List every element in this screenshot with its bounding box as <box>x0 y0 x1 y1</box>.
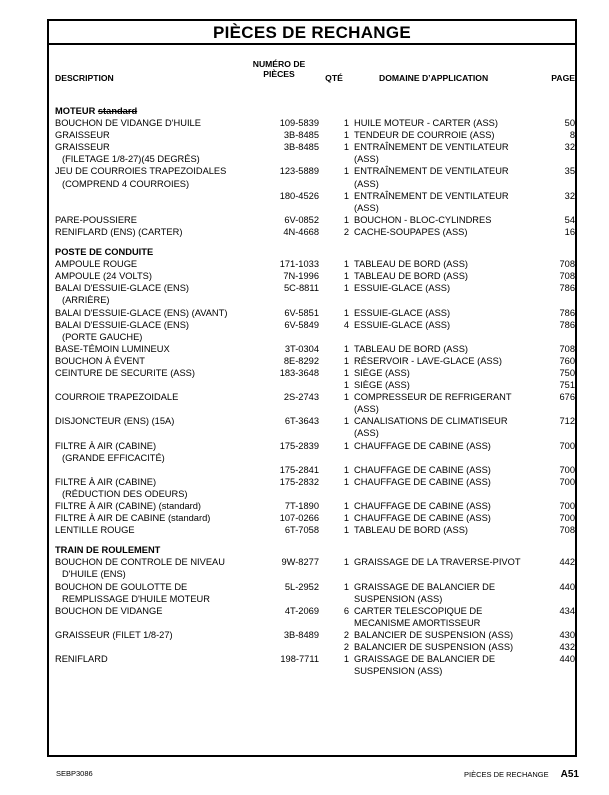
domain-line: (ASS) <box>354 178 379 189</box>
cell-part-number: 3T-0304 <box>284 343 319 354</box>
cell-qty: 1 <box>343 525 349 536</box>
cell-part-number: 6V-0852 <box>284 214 319 225</box>
cell-description <box>55 440 260 464</box>
cell-page: 430 <box>559 629 575 640</box>
cell-page: 32 <box>564 190 575 201</box>
cell-page: 700 <box>559 513 575 524</box>
cell-page: 16 <box>564 226 575 237</box>
table-row <box>55 343 575 355</box>
domain-line: ESSUIE-GLACE (ASS) <box>354 319 451 330</box>
cell-part-number: 6T-3643 <box>284 416 319 427</box>
description-line: BOUCHON DE GOULOTTE DE <box>55 581 188 592</box>
cell-domain <box>349 117 545 129</box>
domain-line: TABLEAU DE BORD (ASS) <box>354 259 468 270</box>
section-title <box>55 105 575 117</box>
cell-domain <box>349 512 545 524</box>
footer-right <box>464 769 579 780</box>
domain-line: (ASS) <box>354 428 379 439</box>
cell-domain <box>349 141 545 165</box>
description-line: GRAISSEUR <box>55 130 110 141</box>
domain-line: TENDEUR DE COURROIE (ASS) <box>354 130 495 141</box>
cell-qty: 1 <box>343 166 349 177</box>
description-line: (RÉDUCTION DES ODEURS) <box>62 488 188 499</box>
cell-description <box>55 500 260 512</box>
cell-qty: 2 <box>343 226 349 237</box>
page-title: PIÈCES DE RECHANGE <box>212 23 412 42</box>
cell-domain <box>349 367 545 379</box>
description-line <box>55 641 260 653</box>
cell-description <box>55 556 260 580</box>
cell-description <box>55 629 260 641</box>
description-line: AMPOULE ROUGE <box>55 259 138 270</box>
cell-part-number: 3B-8485 <box>283 130 319 141</box>
cell-qty: 1 <box>343 513 349 524</box>
cell-description <box>55 641 260 653</box>
cell-part-number: 9W-8277 <box>281 557 319 568</box>
section-title <box>55 544 575 556</box>
cell-qty: 1 <box>343 142 349 153</box>
domain-line: ESSUIE-GLACE (ASS) <box>354 283 451 294</box>
cell-domain <box>349 270 545 282</box>
domain-line: CARTER TELESCOPIQUE DE <box>354 605 483 616</box>
description-line: (GRANDE EFFICACITÉ) <box>62 452 165 463</box>
cell-description <box>55 524 260 536</box>
cell-part-number: 6V-5849 <box>284 319 319 330</box>
domain-line: SUSPENSION (ASS) <box>354 593 443 604</box>
description-line: (FILETAGE 1/8-27)(45 DEGRÉS) <box>62 154 200 165</box>
table-row <box>55 117 575 129</box>
cell-part-number: 175-2839 <box>279 440 319 451</box>
cell-page: 751 <box>559 380 575 391</box>
cell-description <box>55 319 260 343</box>
table-row <box>55 391 575 415</box>
cell-part-number: 6T-7058 <box>284 525 319 536</box>
cell-domain <box>349 258 545 270</box>
cell-description <box>55 129 260 141</box>
cell-part-number: 175-2841 <box>279 464 319 475</box>
cell-qty: 1 <box>343 476 349 487</box>
cell-domain <box>349 355 545 367</box>
description-line: BOUCHON DE VIDANGE <box>55 605 163 616</box>
domain-line: ENTRAÎNEMENT DE VENTILATEUR <box>354 190 509 201</box>
cell-page: 700 <box>559 464 575 475</box>
domain-line: CHAUFFAGE DE CABINE (ASS) <box>354 513 491 524</box>
domain-line: (ASS) <box>354 202 379 213</box>
table-row <box>55 464 575 476</box>
table-row <box>55 141 575 165</box>
description-line <box>55 379 260 391</box>
domain-line: ENTRAÎNEMENT DE VENTILATEUR <box>354 142 509 153</box>
cell-page: 760 <box>559 355 575 366</box>
description-line: FILTRE À AIR DE CABINE (standard) <box>55 513 211 524</box>
cell-part-number: 5L-2952 <box>284 581 319 592</box>
cell-domain <box>349 307 545 319</box>
table-row <box>55 355 575 367</box>
cell-description <box>55 165 260 189</box>
cell-part-number: 3B-8489 <box>283 629 319 640</box>
description-line: BOUCHON À ÉVENT <box>55 355 145 366</box>
description-line: RENIFLARD (ENS) (CARTER) <box>55 226 183 237</box>
cell-part-number: 171-1033 <box>279 259 319 270</box>
cell-qty: 6 <box>343 605 349 616</box>
domain-line: TABLEAU DE BORD (ASS) <box>354 343 468 354</box>
cell-description <box>55 367 260 379</box>
table-row <box>55 476 575 500</box>
description-line: JEU DE COURROIES TRAPEZOIDALES <box>55 166 227 177</box>
table-row <box>55 319 575 343</box>
cell-domain <box>349 524 545 536</box>
cell-page: 35 <box>564 166 575 177</box>
cell-description <box>55 605 260 617</box>
cell-qty: 1 <box>343 190 349 201</box>
cell-qty: 1 <box>343 343 349 354</box>
section-title-text: MOTEUR <box>55 106 96 116</box>
cell-part-number: 2S-2743 <box>283 392 319 403</box>
cell-description <box>55 512 260 524</box>
description-line: (PORTE GAUCHE) <box>62 331 143 342</box>
description-line: AMPOULE (24 VOLTS) <box>55 271 152 282</box>
cell-qty: 1 <box>343 259 349 270</box>
cell-page: 54 <box>564 214 575 225</box>
cell-page: 32 <box>564 142 575 153</box>
table-row <box>55 165 575 189</box>
cell-description <box>55 282 260 306</box>
cell-domain <box>349 226 545 238</box>
cell-domain <box>349 319 545 331</box>
table-row <box>55 190 575 214</box>
header-page: PAGE <box>551 73 575 83</box>
header-domain: DOMAINE D’APPLICATION <box>379 73 489 83</box>
description-line: PARE-POUSSIERE <box>55 214 137 225</box>
cell-page: 708 <box>559 525 575 536</box>
cell-qty: 1 <box>343 557 349 568</box>
table-row <box>55 605 575 629</box>
cell-part-number: 7T-1890 <box>284 501 319 511</box>
cell-page: 712 <box>559 416 575 427</box>
cell-page: 708 <box>559 343 575 354</box>
domain-line: RÉSERVOIR - LAVE-GLACE (ASS) <box>354 355 502 366</box>
description-line: (COMPREND 4 COURROIES) <box>62 178 190 189</box>
cell-description <box>55 141 260 165</box>
cell-domain <box>349 641 545 653</box>
cell-page: 700 <box>559 501 575 511</box>
domain-line: CHAUFFAGE DE CABINE (ASS) <box>354 501 491 511</box>
cell-qty: 1 <box>343 581 349 592</box>
description-line <box>55 190 260 202</box>
cell-description <box>55 307 260 319</box>
domain-line: ENTRAÎNEMENT DE VENTILATEUR <box>354 166 509 177</box>
domain-line: ESSUIE-GLACE (ASS) <box>354 307 451 318</box>
cell-domain <box>349 214 545 226</box>
header-qty: QTÉ <box>325 73 343 83</box>
cell-part-number: 6V-5851 <box>284 307 319 318</box>
domain-line: BALANCIER DE SUSPENSION (ASS) <box>354 642 514 653</box>
description-line: BALAI D'ESSUIE-GLACE (ENS) <box>55 319 190 330</box>
domain-line: HUILE MOTEUR - CARTER (ASS) <box>354 118 498 129</box>
cell-page: 786 <box>559 307 575 318</box>
cell-qty: 1 <box>343 464 349 475</box>
cell-description <box>55 226 260 238</box>
table-row <box>55 500 575 512</box>
table-row <box>55 556 575 580</box>
table-row <box>55 214 575 226</box>
table-row <box>55 379 575 391</box>
cell-qty: 4 <box>343 319 349 330</box>
domain-line: TABLEAU DE BORD (ASS) <box>354 525 468 536</box>
cell-domain <box>349 464 545 476</box>
description-line: BOUCHON DE CONTROLE DE NIVEAU <box>55 557 225 568</box>
cell-domain <box>349 379 545 391</box>
cell-page: 50 <box>564 118 575 129</box>
cell-part-number: 5C-8811 <box>284 283 319 294</box>
cell-part-number: 3B-8485 <box>283 142 319 153</box>
cell-qty: 1 <box>343 307 349 318</box>
header-part-number: NUMÉRO DE PIÈCES <box>252 59 306 79</box>
cell-qty: 1 <box>343 118 349 129</box>
cell-part-number: 198-7711 <box>280 654 319 665</box>
table-row <box>55 653 575 677</box>
cell-qty: 1 <box>343 440 349 451</box>
cell-description <box>55 117 260 129</box>
cell-part-number: 123-5889 <box>279 166 319 177</box>
section-title-text: POSTE DE CONDUITE <box>55 247 154 258</box>
cell-qty: 1 <box>343 380 349 391</box>
domain-line: CACHE-SOUPAPES (ASS) <box>354 226 468 237</box>
cell-description <box>55 653 260 665</box>
description-line: BALAI D'ESSUIE-GLACE (ENS) (AVANT) <box>55 307 228 318</box>
domain-line: GRAISSAGE DE LA TRAVERSE-PIVOT <box>354 557 521 568</box>
cell-qty: 1 <box>343 416 349 427</box>
cell-description <box>55 343 260 355</box>
cell-domain <box>349 415 545 439</box>
description-line: FILTRE À AIR (CABINE) <box>55 476 157 487</box>
cell-part-number: 109-5839 <box>279 118 319 129</box>
cell-qty: 1 <box>343 130 349 141</box>
cell-qty: 1 <box>343 283 349 294</box>
cell-page: 750 <box>559 367 575 378</box>
section-title <box>55 246 575 258</box>
cell-description <box>55 391 260 403</box>
description-line: D'HUILE (ENS) <box>62 569 126 580</box>
table-row <box>55 367 575 379</box>
domain-line: GRAISSAGE DE BALANCIER DE <box>354 654 496 665</box>
table-row <box>55 282 575 306</box>
cell-description <box>55 476 260 500</box>
cell-qty: 1 <box>343 214 349 225</box>
footer-doc-id: SEBP3086 <box>56 769 93 778</box>
cell-description <box>55 258 260 270</box>
domain-line: CHAUFFAGE DE CABINE (ASS) <box>354 476 491 487</box>
cell-page: 676 <box>559 392 575 403</box>
table-row <box>55 629 575 641</box>
table-row <box>55 129 575 141</box>
cell-part-number: 7N-1996 <box>283 271 319 282</box>
description-line: DISJONCTEUR (ENS) (15A) <box>55 416 175 427</box>
domain-line: CANALISATIONS DE CLIMATISEUR <box>354 416 508 427</box>
header-description: DESCRIPTION <box>55 73 114 83</box>
cell-qty: 1 <box>343 367 349 378</box>
cell-domain <box>349 500 545 512</box>
cell-qty: 2 <box>343 642 349 653</box>
table-row <box>55 415 575 439</box>
description-line: BOUCHON DE VIDANGE D'HUILE <box>55 118 201 129</box>
cell-domain <box>349 165 545 189</box>
description-line: FILTRE À AIR (CABINE) <box>55 440 157 451</box>
domain-line: CHAUFFAGE DE CABINE (ASS) <box>354 440 491 451</box>
title-divider <box>49 43 575 45</box>
cell-qty: 1 <box>343 654 349 665</box>
cell-page: 434 <box>559 605 575 616</box>
cell-domain <box>349 282 545 294</box>
footer-section: PIÈCES DE RECHANGE <box>464 770 549 779</box>
description-line: REMPLISSAGE D'HUILE MOTEUR <box>62 593 210 604</box>
cell-domain <box>349 581 545 605</box>
parts-table <box>55 105 575 677</box>
cell-description <box>55 464 260 476</box>
cell-page: 708 <box>559 259 575 270</box>
description-line: COURROIE TRAPEZOIDALE <box>55 392 179 403</box>
table-row <box>55 524 575 536</box>
cell-part-number: 180-4526 <box>279 190 319 201</box>
description-line: CEINTURE DE SECURITE (ASS) <box>55 367 195 378</box>
description-line: GRAISSEUR (FILET 1/8-27) <box>55 629 173 640</box>
cell-description <box>55 379 260 391</box>
cell-domain <box>349 343 545 355</box>
description-line: RENIFLARD <box>55 654 108 665</box>
description-line: GRAISSEUR <box>55 142 110 153</box>
cell-part-number: 4N-4668 <box>283 226 319 237</box>
cell-page: 700 <box>559 440 575 451</box>
cell-domain <box>349 440 545 452</box>
domain-line: GRAISSAGE DE BALANCIER DE <box>354 581 496 592</box>
table-row <box>55 270 575 282</box>
domain-line: SIÈGE (ASS) <box>354 367 410 378</box>
cell-page: 440 <box>559 581 575 592</box>
cell-domain <box>349 605 545 629</box>
domain-line: CHAUFFAGE DE CABINE (ASS) <box>354 464 491 475</box>
footer-page-number: A51 <box>560 769 579 780</box>
table-row <box>55 641 575 653</box>
cell-domain <box>349 391 545 415</box>
cell-page: 700 <box>559 476 575 487</box>
section-title-struck: standard <box>97 106 138 116</box>
domain-line: BOUCHON - BLOC-CYLINDRES <box>354 214 492 225</box>
cell-page: 442 <box>559 557 575 568</box>
section-title-text: TRAIN DE ROULEMENT <box>55 545 161 556</box>
table-row <box>55 512 575 524</box>
cell-description <box>55 355 260 367</box>
table-row <box>55 440 575 464</box>
cell-qty: 1 <box>343 392 349 403</box>
description-line <box>55 464 260 476</box>
cell-part-number: 8E-8292 <box>283 355 319 366</box>
cell-part-number: 175-2832 <box>279 476 319 487</box>
cell-part-number: 107-0266 <box>279 513 319 524</box>
cell-description <box>55 190 260 202</box>
description-line: LENTILLE ROUGE <box>55 525 135 536</box>
cell-qty: 2 <box>343 629 349 640</box>
domain-line: SIÈGE (ASS) <box>354 380 410 391</box>
cell-description <box>55 270 260 282</box>
table-row <box>55 258 575 270</box>
domain-line: BALANCIER DE SUSPENSION (ASS) <box>354 629 514 640</box>
description-line: BASE-TÉMOIN LUMINEUX <box>55 343 170 354</box>
domain-line: TABLEAU DE BORD (ASS) <box>354 271 468 282</box>
domain-line: MECANISME AMORTISSEUR <box>354 617 481 628</box>
table-row <box>55 226 575 238</box>
cell-page: 432 <box>559 642 575 653</box>
cell-page: 708 <box>559 271 575 282</box>
cell-description <box>55 415 260 427</box>
cell-page: 8 <box>569 130 575 141</box>
cell-page: 786 <box>559 319 575 330</box>
domain-line: (ASS) <box>354 154 379 165</box>
cell-domain <box>349 629 545 641</box>
table-row <box>55 581 575 605</box>
domain-line: (ASS) <box>354 404 379 415</box>
domain-line: COMPRESSEUR DE REFRIGERANT <box>354 392 512 403</box>
domain-line: SUSPENSION (ASS) <box>354 666 443 677</box>
cell-page: 786 <box>559 283 575 294</box>
cell-part-number: 183-3648 <box>279 367 319 378</box>
cell-page: 440 <box>559 654 575 665</box>
cell-domain <box>349 190 545 214</box>
description-line: (ARRIÈRE) <box>62 295 110 306</box>
description-line: BALAI D'ESSUIE-GLACE (ENS) <box>55 283 190 294</box>
cell-domain <box>349 476 545 488</box>
description-line: FILTRE À AIR (CABINE) (standard) <box>55 501 202 511</box>
cell-qty: 1 <box>343 271 349 282</box>
cell-description <box>55 581 260 605</box>
cell-domain <box>349 556 545 568</box>
cell-qty: 1 <box>343 501 349 511</box>
page-frame <box>47 19 577 757</box>
cell-part-number: 4T-2069 <box>284 605 319 616</box>
cell-qty: 1 <box>343 355 349 366</box>
cell-domain <box>349 653 545 677</box>
cell-domain <box>349 129 545 141</box>
table-row <box>55 307 575 319</box>
cell-description <box>55 214 260 226</box>
